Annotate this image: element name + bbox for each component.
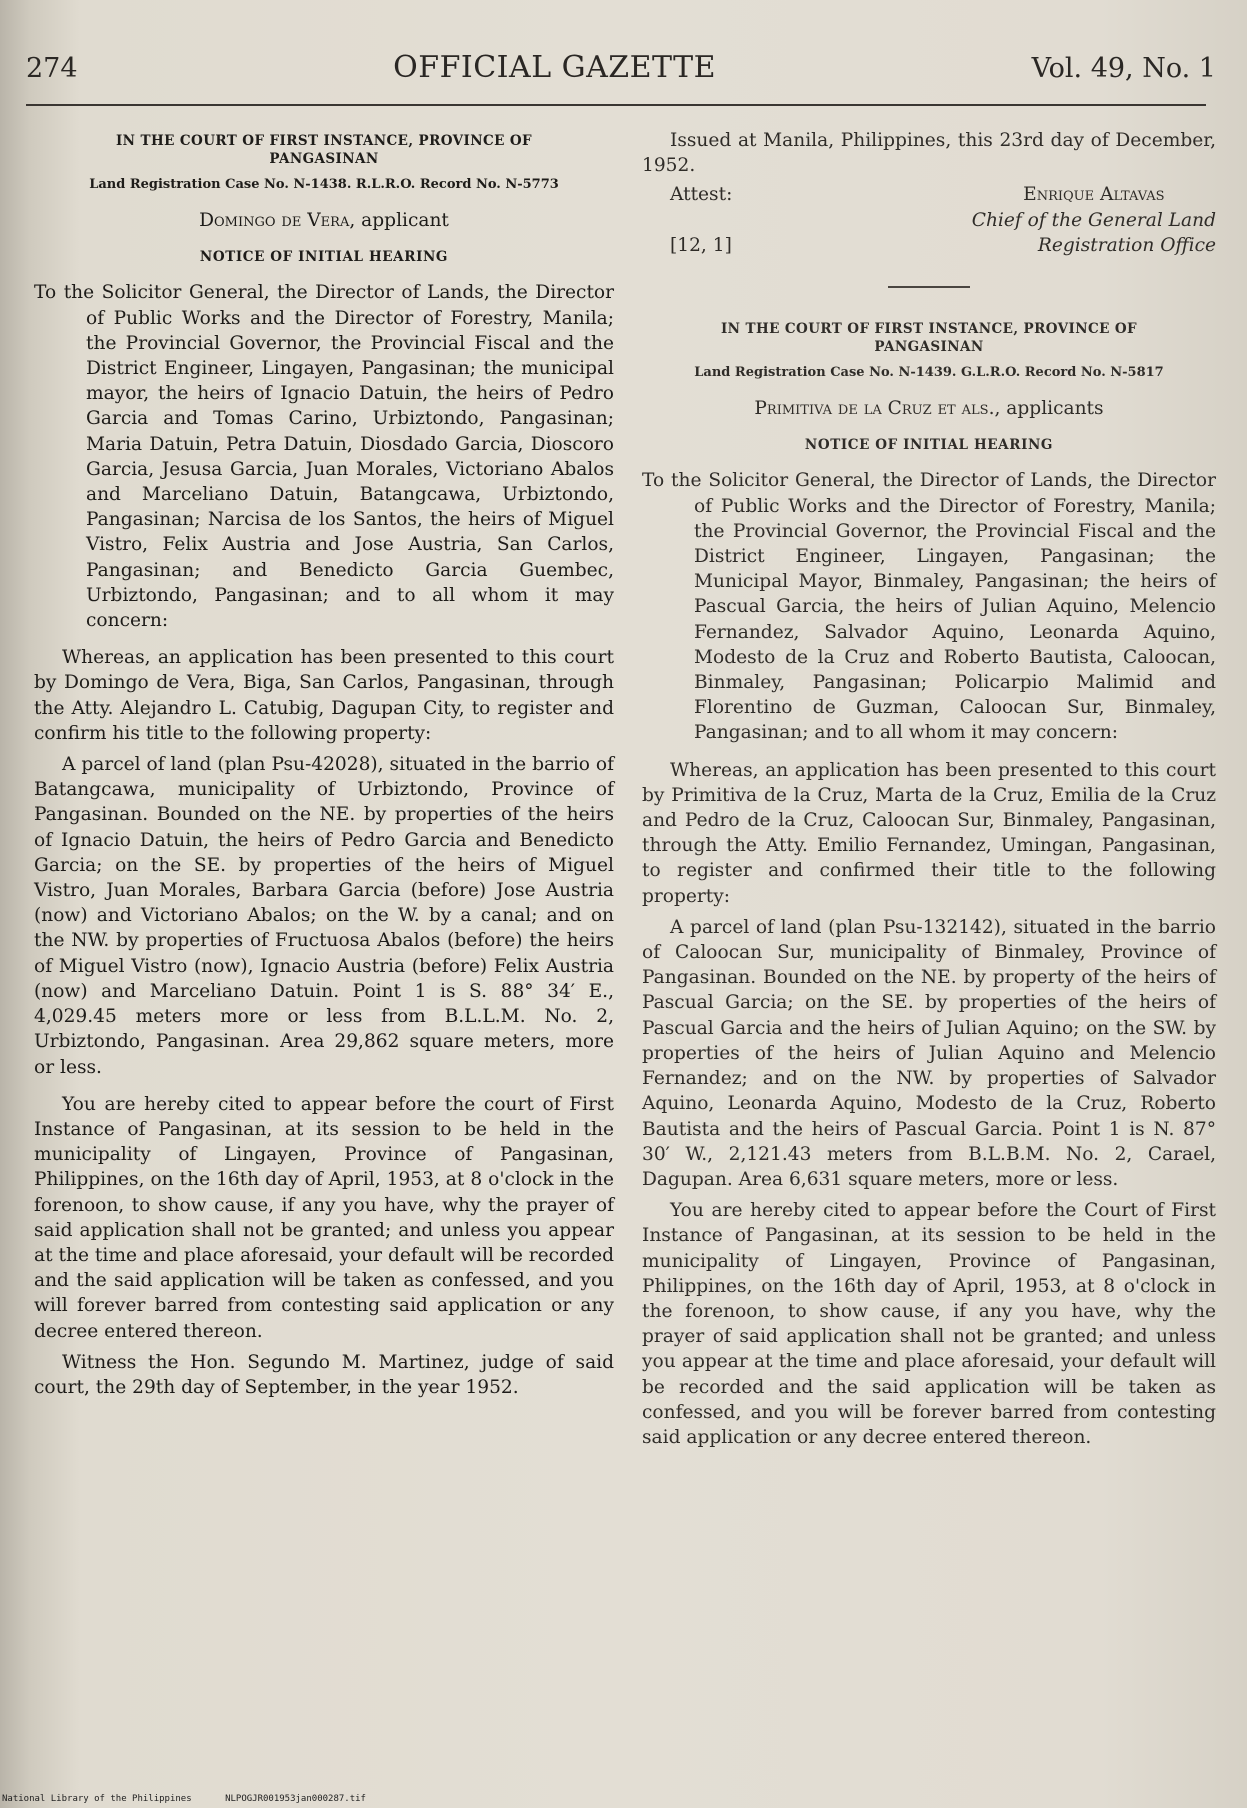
application-paragraph: Whereas, an application has been presented to this court by Domingo de Vera, Biga, San Carlos, Pangasinan, through the Atty. Alejandro L. Catubig, Dagupan City, to register and confirm his title to the following property: xyxy=(34,647,614,744)
notice-address: To the Solicitor General, the Director of Lands, the Director of Public Works and the Director of Forestry, Manila; the Provincial Governor, the Provincial Fiscal and the District Engineer, Lingayen, Pangasinan; the municipal mayor, the heirs of Ignacio Datuin, the heirs of Pedro Garcia and Tomas Carino, Urbiztondo, Pangasinan; Maria Datuin, Petra Datuin, Diosdado Garcia, Dioscoro Garcia, Jesusa Garcia, Juan Morales, Victoriano Abalos and Marceliano Datuin, Batangcawa, Urbiztondo, Pangasinan; Narcisa de los Santos, the heirs of Miguel Vistro, Felix Austria and Jose Austria, San Carlos, Pangasinan; and Benedicto Garcia Guembec, Urbiztondo, Pangasinan; and to all whom it may concern: xyxy=(34,282,614,632)
header-rule xyxy=(26,104,1206,106)
signer-name: Enrique Altavas xyxy=(1023,184,1165,206)
court-heading: IN THE COURT OF FIRST INSTANCE, PROVINCE OF PANGASINAN xyxy=(115,133,533,167)
issued-line: Issued at Manila, Philippines, this 23rd day of December, 1952. xyxy=(642,130,1216,177)
running-head xyxy=(26,50,1216,94)
court-heading-2: IN THE COURT OF FIRST INSTANCE, PROVINCE OF PANGASINAN xyxy=(720,321,1138,356)
reference-number: [12, 1] xyxy=(670,234,732,256)
signer-block xyxy=(972,182,1216,232)
applicant-line xyxy=(34,208,614,233)
signer-role: Chief of the General Land xyxy=(971,209,1216,231)
applicant-role-2: applicants xyxy=(1000,398,1104,420)
property-paragraph-2: A parcel of land (plan Psu-132142), situated in the barrio of Caloocan Sur, municipality of Binmaley, Province of Pangasinan. Bounded on the NE. by property of the heirs of Pascual Garcia; on the SE. by properties of the heirs of Pascual Garcia and the heirs of Julian Aquino; on the SW. by properties of the heirs of Julian Aquino and Melencio Fernandez; and on the NW. by properties of Salvador Aquino, Leonarda Aquino, Modesto de la Cruz, Roberto Bautista and the heirs of Pascual Garcia. Point 1 is N. 87° 30′ W., 2,121.43 meters from B.L.B.M. No. 2, Carael, Dagupan. Area 6,631 square meters, more or less. xyxy=(642,916,1216,1190)
applicant-name-2: Primitiva de la Cruz et als., xyxy=(754,398,1001,420)
publication-title: OFFICIAL GAZETTE xyxy=(393,50,717,85)
notice-title: NOTICE OF INITIAL HEARING xyxy=(199,249,449,266)
case-number-2: Land Registration Case No. N-1439. G.L.R.O. Record No. N-5817 xyxy=(694,365,1164,381)
citation-paragraph: You are hereby cited to appear before the court of First Instance of Pangasinan, at its session to be held in the municipality of Lingayen, Province of Pangasinan, Philippines, on the 16th day of April, 1953, at 8 o'clock in the forenoon, to show cause, if any you have, why the prayer of said application shall not be granted; and unless you appear at the time and place aforesaid, your default will be recorded and the said application will be taken as confessed, and you will forever barred from contesting said application or any decree entered thereon. xyxy=(34,1093,614,1342)
citation-paragraph-2: You are hereby cited to appear before the Court of First Instance of Pangasinan, at its session to be held in the municipality of Lingayen, Province of Pangasinan, Philippines, on the 16th day of April, 1953, at 8 o'clock in the forenoon, to show cause, if any you have, why the prayer of said application shall not be granted; and unless you appear at the time and place aforesaid, your default will be recorded and the said application will be taken as confessed, and you will be forever barred from contesting said application or any decree entered thereon. xyxy=(642,1200,1216,1448)
scan-footer xyxy=(2,1794,366,1804)
footer-file: NLPOGJR001953jan000287.tif xyxy=(225,1794,366,1804)
notice-address-2: To the Solicitor General, the Director of Lands, the Director of Public Works and the Director of Forestry, Manila; the Provincial Governor, the Provincial Fiscal and the District Engineer, Lingayen, Pangasinan; the Municipal Mayor, Binmaley, Pangasinan; the heirs of Pascual Garcia, the heirs of Julian Aquino, Melencio Fernandez, Salvador Aquino, Leonarda Aquino, Modesto de la Cruz and Roberto Bautista, Caloocan, Binmaley, Pangasinan; Policarpio Malimid and Florentino de Guzman, Caloocan Sur, Binmaley, Pangasinan; and to all whom it may concern: xyxy=(642,470,1216,744)
property-paragraph: A parcel of land (plan Psu-42028), situated in the barrio of Batangcawa, municipality of Urbiztondo, Province of Pangasinan. Bounded on the NE. by properties of the heirs of Ignacio Datuin, the heirs of Pedro Garcia and Benedicto Garcia; on the SE. by properties of the heirs of Miguel Vistro, Juan Morales, Barbara Garcia (before) Jose Austria (now) and Victoriano Abalos; on the W. by a canal; and on the NW. by properties of Fructuosa Abalos (before) the heirs of Miguel Vistro (now), Ignacio Austria (before) Felix Austria (now) and Marceliano Datuin. Point 1 is S. 88° 34′ E., 4,029.45 meters more or less from B.L.L.M. No. 2, Urbiztondo, Pangasinan. Area 29,862 square meters, more or less. xyxy=(34,754,614,1078)
volume-number: Vol. 49, No. 1 xyxy=(1031,53,1216,84)
page-number: 274 xyxy=(26,53,78,84)
footer-library: National Library of the Philippines xyxy=(2,1794,192,1804)
applicant-name: Domingo de Vera, xyxy=(199,210,356,231)
left-column xyxy=(34,128,614,1400)
attest-label: Attest: xyxy=(670,184,733,206)
attest-row xyxy=(642,182,1216,232)
reference-row xyxy=(642,233,1216,258)
case-number: Land Registration Case No. N-1438. R.L.R.O. Record No. N-5773 xyxy=(89,177,559,192)
application-paragraph-2: Whereas, an application has been presented to this court by Primitiva de la Cruz, Marta de la Cruz, Emilia de la Cruz and Pedro de la Cruz, Caloocan Sur, Binmaley, Pangasinan, through the Atty. Emilio Fernandez, Umingan, Pangasinan, to register and confirmed their title to the following property: xyxy=(642,759,1216,907)
signer-office: Registration Office xyxy=(1037,234,1216,256)
section-divider xyxy=(888,286,970,288)
right-column xyxy=(642,128,1216,1450)
applicant-role: applicant xyxy=(355,210,449,231)
notice-title-2: NOTICE OF INITIAL HEARING xyxy=(804,437,1054,454)
applicant-line-2 xyxy=(642,396,1216,421)
witness-paragraph: Witness the Hon. Segundo M. Martinez, judge of said court, the 29th day of September, in the year 1952. xyxy=(34,1351,614,1398)
